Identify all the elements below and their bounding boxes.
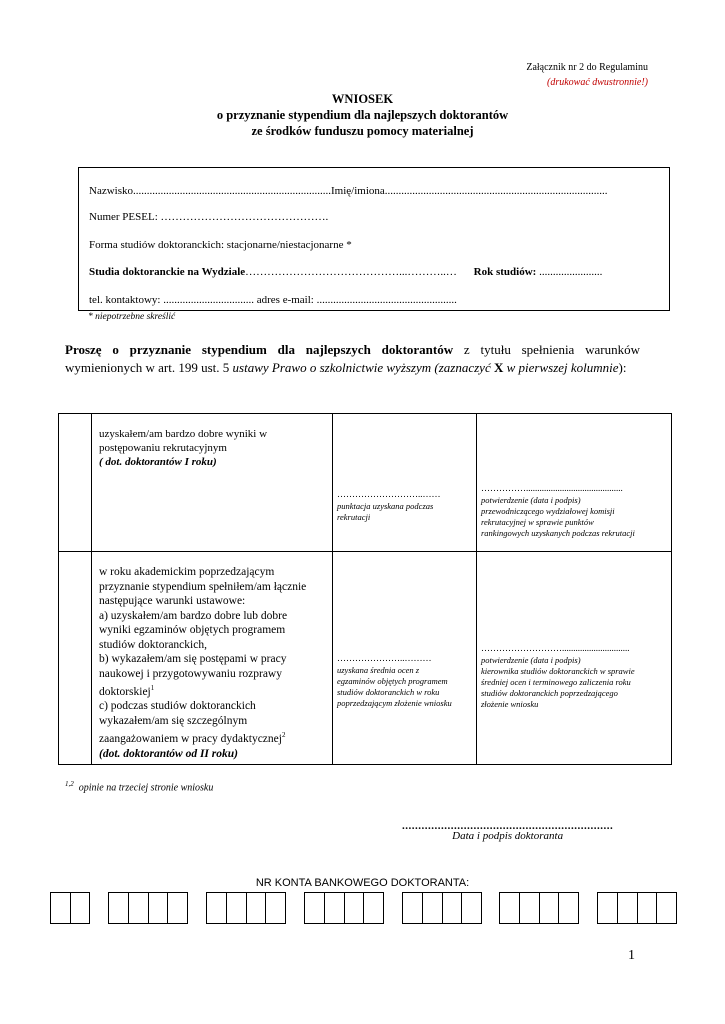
account-group-7[interactable] (597, 892, 677, 924)
row2-confirm-caption-2: kierownika studiów doktoranckich w sprawie (481, 666, 635, 676)
footnote-marker: 1,2 (65, 780, 74, 788)
row2-average-caption-1: uzyskana średnia ocen z (337, 665, 420, 675)
faculty-label: Studia doktoranckie na Wydziale (89, 266, 246, 278)
title-line-1: WNIOSEK (331, 92, 394, 106)
confirmation-cell-row1[interactable] (476, 413, 672, 552)
checkbox-cell-row2[interactable] (58, 551, 92, 765)
annex-note (526, 60, 648, 90)
row2-line1: w roku akademickim poprzedzającym (99, 566, 275, 578)
row1-line1: uzyskałem/am bardzo dobre wyniki w (99, 428, 268, 440)
row1-score-caption-2: rekrutacji (337, 512, 371, 522)
row2-line12: zaangażowaniem w pracy dydaktycznej (99, 733, 282, 746)
row2-line8: naukowej i przygotowywaniu rozprawy (99, 667, 282, 680)
faculty-row (89, 266, 602, 278)
row2-confirm-dots: ……………………….............................. (481, 643, 630, 653)
row2-confirm-caption-3: średniej ocen i terminowego zaliczenia roku (481, 677, 631, 687)
request-paragraph (65, 341, 640, 377)
firstname-field[interactable]: Imię/imiona................................................................................. (331, 185, 608, 197)
account-group-1[interactable] (50, 892, 90, 924)
page-number: 1 (628, 948, 635, 963)
conditions-table (58, 413, 672, 765)
row2-scope: (dot. doktorantów od II roku) (99, 747, 238, 760)
surname-field[interactable]: Nazwisko........................................................................ (89, 185, 331, 197)
account-group-3[interactable] (206, 892, 286, 924)
account-group-4[interactable] (304, 892, 384, 924)
row2-line5: wyniki egzaminów objętych programem (99, 624, 286, 636)
footnote (65, 780, 213, 793)
row2-line11: wykazałem/am się szczególnym (99, 714, 248, 727)
annex-label: Załącznik nr 2 do Regulaminu (526, 62, 648, 73)
pesel-field[interactable]: Numer PESEL: ………………………………………. (89, 211, 329, 223)
row1-confirm-caption-4: rankingowych uzyskanych podczas rekrutacji (481, 528, 635, 538)
document-title (0, 91, 725, 139)
row2-line9: doktorskiej (99, 685, 151, 698)
study-form-field[interactable]: Forma studiów doktoranckich: stacjonarne/niestacjonarne * (89, 239, 352, 251)
row1-line2: postępowaniu rekrutacyjnym (99, 442, 227, 454)
condition-cell-row2 (91, 551, 333, 765)
strike-note: * niepotrzebne skreślić (88, 312, 176, 322)
signature-block (402, 820, 613, 842)
confirmation-cell-row2[interactable] (476, 551, 672, 765)
signature-caption: Data i podpis doktoranta (452, 830, 564, 842)
row2-average-caption-3: studiów doktoranckich w roku (337, 687, 440, 697)
row2-sup1: 1 (150, 684, 155, 692)
request-text: z tytułu spełnienia warunków wymienionych w art. 199 ust. 5 (65, 342, 641, 375)
request-bold: Proszę o przyznanie stypendium dla najlepszych doktorantów (65, 342, 454, 357)
signature-line[interactable]: ................................................................. (402, 820, 614, 832)
contact-field[interactable]: tel. kontaktowy: ................................. adres e-mail: ................................................... (89, 294, 457, 306)
row2-line4: a) uzyskałem/am bardzo dobre lub dobre (99, 609, 288, 622)
personal-data-box (78, 167, 670, 311)
request-italic-2: w pierwszej kolumnie (503, 360, 619, 375)
bank-account-label: NR KONTA BANKOWEGO DOKTORANTA: (255, 877, 470, 889)
row1-confirm-caption-3: rekrutacyjnej w sprawie punktów (481, 517, 594, 527)
row1-score-dots: ………………………..…… (337, 489, 441, 499)
row2-average-caption-4: poprzedzającym złożenie wniosku (337, 698, 452, 708)
account-group-6[interactable] (499, 892, 579, 924)
footnote-text: opinie na trzeciej stronie wniosku (78, 782, 214, 794)
title-line-3: ze środków funduszu pomocy materialnej (251, 124, 474, 138)
checkbox-cell-row1[interactable] (58, 413, 92, 552)
account-group-2[interactable] (108, 892, 188, 924)
year-field[interactable]: ....................... (539, 266, 603, 278)
row1-confirm-dots: ……………........................................... (481, 483, 623, 493)
row2-line3: następujące warunki ustawowe: (99, 595, 246, 607)
print-note: (drukować dwustronnie!) (546, 77, 648, 88)
row2-confirm-caption-5: złożenie wniosku (481, 699, 539, 709)
score-cell-row1[interactable] (332, 413, 477, 552)
row2-confirm-caption-4: studiów doktoranckich poprzedzającego (481, 688, 618, 698)
request-end: ): (618, 360, 627, 375)
row2-line7: b) wykazałem/am się postępami w pracy (99, 653, 287, 665)
row2-average-caption-2: egzaminów objętych programem (337, 676, 448, 686)
name-row (89, 185, 608, 197)
row1-confirm-caption-2: przewodniczącego wydziałowej komisji (481, 506, 615, 516)
title-line-2: o przyznanie stypendium dla najlepszych doktorantów (216, 108, 509, 122)
account-group-5[interactable] (402, 892, 482, 924)
condition-cell-row1 (91, 413, 333, 552)
row1-scope: ( dot. doktorantów I roku) (99, 456, 217, 468)
row2-confirm-caption-1: potwierdzenie (data i podpis) (481, 655, 581, 665)
row1-confirm-caption-1: potwierdzenie (data i podpis) (481, 495, 581, 505)
average-cell-row2[interactable] (332, 551, 477, 765)
row2-line10: c) podczas studiów doktoranckich (99, 700, 256, 713)
row2-average-dots: …………………..……… (337, 653, 432, 663)
row1-score-caption-1: punktacja uzyskana podczas (337, 501, 434, 511)
faculty-field[interactable]: ……………………………………...………..… (245, 266, 457, 278)
request-x: X (493, 360, 504, 375)
row2-line6: studiów doktoranckich, (99, 638, 207, 651)
year-label: Rok studiów: (473, 266, 537, 278)
request-italic-1: ustawy Prawo o szkolnictwie wyższym (zaznaczyć (232, 360, 494, 375)
row2-sup2: 2 (281, 731, 286, 740)
row2-line2: przyznanie stypendium spełniłem/am łącznie (99, 580, 307, 593)
